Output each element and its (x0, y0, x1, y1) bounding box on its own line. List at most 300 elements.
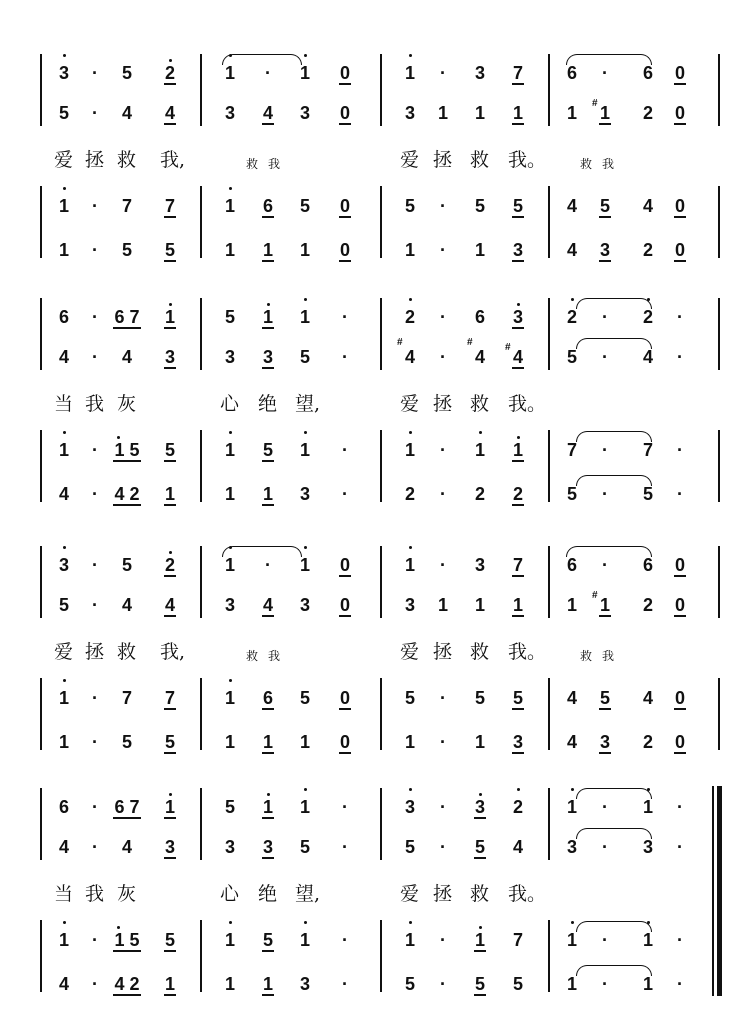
note (254, 302, 282, 332)
note-digit: 0 (674, 555, 685, 575)
note-digit: 1 (262, 797, 273, 817)
note-digit: 5 (474, 974, 485, 994)
duration-dot (429, 925, 457, 955)
note-digit: 1 (566, 595, 577, 615)
note (504, 435, 532, 465)
lyric-syllable: 爱 (54, 149, 74, 171)
duration-dot (429, 550, 457, 580)
barline (380, 546, 382, 618)
note (331, 683, 359, 713)
note-group: 1 5 (113, 930, 140, 952)
lyric-syllable: 灰 (117, 883, 137, 905)
barline (548, 678, 550, 750)
note-digit: 3 (299, 974, 310, 994)
note-digit: 3 (642, 837, 653, 857)
note-digit: 1 (474, 435, 486, 465)
note-digit: 1 (299, 792, 311, 822)
note-digit: 2 (642, 595, 653, 615)
note-digit: 1 (262, 240, 273, 260)
note-digit: 6 (58, 307, 69, 327)
sharp-sign: # (591, 98, 598, 109)
lyric-syllable: 拯 (433, 883, 453, 905)
note (396, 235, 424, 265)
dot-glyph: · (440, 930, 446, 950)
note (156, 550, 184, 580)
note-digit: 1 (299, 435, 311, 465)
note-digit: 7 (566, 440, 577, 460)
note-digit: 3 (262, 347, 273, 367)
note-digit: 5 (164, 732, 175, 752)
note (504, 969, 532, 999)
note-digit: 5 (404, 688, 415, 708)
note-digit: 3 (299, 103, 310, 123)
note (50, 302, 78, 332)
note (396, 925, 424, 955)
lyric-syllable: 我。 (508, 149, 547, 171)
dot-glyph: · (677, 974, 683, 994)
dot-glyph: · (92, 484, 98, 504)
note (216, 792, 244, 822)
note (254, 683, 282, 713)
note (216, 235, 244, 265)
note (466, 479, 494, 509)
note-digit: 2 (642, 732, 653, 752)
duration-dot (331, 925, 359, 955)
barline (200, 546, 202, 618)
note-group: 6 7 (114, 307, 140, 327)
note (113, 58, 141, 88)
dot-glyph: · (440, 837, 446, 857)
note-digit: 2 (404, 302, 416, 332)
note (50, 98, 78, 128)
note (291, 235, 319, 265)
note (107, 792, 147, 822)
note-digit: 1 (474, 103, 485, 123)
note-digit: 1 (566, 792, 578, 822)
note-group: 4 2 (114, 484, 140, 504)
barline (200, 54, 202, 126)
duration-dot (666, 925, 694, 955)
dot-glyph: · (440, 974, 446, 994)
barline (548, 546, 550, 618)
note-digit: 1 (404, 925, 416, 955)
note (291, 191, 319, 221)
note-digit: 1 (224, 732, 235, 752)
duration-dot (429, 191, 457, 221)
duration-dot (331, 832, 359, 862)
note-digit: 4 # (396, 337, 415, 367)
barline (40, 298, 42, 370)
note (504, 925, 532, 955)
note-digit: 4 (642, 347, 653, 367)
note (331, 58, 359, 88)
high-octave-dot (117, 926, 120, 929)
duration-dot (666, 792, 694, 822)
note-digit: 7 (512, 555, 523, 575)
dot-glyph: · (92, 307, 98, 327)
note (666, 727, 694, 757)
note-digit: 2 (642, 302, 654, 332)
note-digit: 3 (474, 63, 485, 83)
note-digit: 2 (164, 555, 175, 575)
note (113, 550, 141, 580)
duration-dot (81, 235, 109, 265)
note-digit: 1 (642, 974, 653, 994)
dot-glyph: · (92, 930, 98, 950)
note (331, 550, 359, 580)
dot-glyph: · (92, 688, 98, 708)
lyric-syllable: 我, (160, 149, 186, 171)
note (156, 479, 184, 509)
note-digit: 7 (164, 688, 175, 708)
note (396, 550, 424, 580)
note (50, 235, 78, 265)
dot-glyph: · (92, 837, 98, 857)
note (634, 98, 662, 128)
note (666, 58, 694, 88)
note-digit: 2 (642, 240, 653, 260)
dot-glyph: · (342, 797, 348, 817)
note-digit: 1 (299, 240, 310, 260)
duration-dot (81, 683, 109, 713)
dot-glyph: · (677, 484, 683, 504)
dot-glyph: · (92, 103, 98, 123)
note (504, 302, 532, 332)
tie-arc (576, 788, 652, 799)
note (107, 479, 147, 509)
note-digit: 5 (164, 240, 175, 260)
duration-dot (81, 590, 109, 620)
note-digit: 1 (164, 307, 175, 327)
note-digit: 5 (121, 240, 132, 260)
lyric-syllable: 救 (470, 883, 490, 905)
lyric-syllable: 爱 (400, 883, 420, 905)
note (113, 590, 141, 620)
dot-glyph: · (342, 347, 348, 367)
note (216, 98, 244, 128)
duration-dot (429, 479, 457, 509)
note-digit: 1 (437, 595, 448, 615)
note (504, 792, 532, 822)
lyric-syllable: 当 (54, 883, 74, 905)
barline (380, 54, 382, 126)
dot-glyph: · (92, 347, 98, 367)
barline (200, 430, 202, 502)
note (291, 590, 319, 620)
note (634, 235, 662, 265)
final-barline-thin (712, 786, 714, 996)
note (254, 925, 282, 955)
note (107, 435, 147, 465)
note (331, 191, 359, 221)
note (291, 342, 319, 372)
note (156, 342, 184, 372)
note-digit: 1 (512, 103, 523, 123)
note-digit: 1 (437, 103, 448, 123)
note-digit: 5 (474, 196, 485, 216)
tie-arc (576, 298, 652, 309)
note (216, 342, 244, 372)
note (254, 235, 282, 265)
note-digit: 5 (224, 797, 235, 817)
note-digit: 6 (642, 63, 653, 83)
note (396, 590, 424, 620)
note (50, 832, 78, 862)
note-digit: 1 (299, 302, 311, 332)
duration-dot (429, 342, 457, 372)
note-digit: 3 (299, 484, 310, 504)
duration-dot (429, 302, 457, 332)
note (254, 792, 282, 822)
dot-glyph: · (602, 930, 608, 950)
dot-glyph: · (92, 240, 98, 260)
note (634, 590, 662, 620)
barline (548, 298, 550, 370)
note-digit: 4 (566, 732, 577, 752)
note (634, 727, 662, 757)
note-digit: 5 (164, 440, 175, 460)
lyric-syllable: 拯 (433, 393, 453, 415)
note-digit: 5 (599, 688, 610, 708)
note-digit: 2 (566, 302, 578, 332)
note (216, 590, 244, 620)
note-digit: 3 (404, 103, 415, 123)
note (216, 479, 244, 509)
tie-arc (222, 54, 302, 65)
dot-glyph: · (92, 555, 98, 575)
dot-glyph: · (440, 555, 446, 575)
note (634, 191, 662, 221)
tie-arc (576, 475, 652, 486)
note (466, 337, 494, 372)
barline (40, 430, 42, 502)
note (254, 969, 282, 999)
note-digit: 4 (164, 103, 175, 123)
note-digit: 3 (404, 595, 415, 615)
note (254, 727, 282, 757)
note (396, 98, 424, 128)
duration-dot (81, 479, 109, 509)
note (504, 727, 532, 757)
note-digit: 5 (121, 732, 132, 752)
note-digit: 1 (58, 191, 70, 221)
note-digit: 3 (474, 555, 485, 575)
barline (718, 430, 720, 502)
note-digit: 5 (566, 484, 577, 504)
note-digit: 3 (404, 792, 416, 822)
lyric-syllable: 我。 (508, 393, 547, 415)
lyric-syllable: 爱 (400, 393, 420, 415)
note (156, 925, 184, 955)
duration-dot (81, 302, 109, 332)
note (216, 925, 244, 955)
tie-arc (576, 431, 652, 442)
dot-glyph: · (440, 63, 446, 83)
duration-dot (666, 302, 694, 332)
note (558, 590, 586, 620)
note (466, 683, 494, 713)
note (291, 302, 319, 332)
note (591, 590, 619, 620)
barline (718, 678, 720, 750)
note (396, 337, 424, 372)
note-digit: 1 (224, 240, 235, 260)
barline (380, 430, 382, 502)
note-digit: 0 (674, 595, 685, 615)
note-digit: 4 (58, 484, 69, 504)
note-digit: 0 (339, 103, 350, 123)
note-digit: 6 (474, 307, 485, 327)
note (113, 98, 141, 128)
note (396, 792, 424, 822)
note-digit: 5 (164, 930, 175, 950)
note (156, 302, 184, 332)
note-digit: 5 (299, 688, 310, 708)
dot-glyph: · (440, 196, 446, 216)
note-digit: 0 (339, 595, 350, 615)
note (50, 342, 78, 372)
note-digit: 2 (642, 103, 653, 123)
note (466, 302, 494, 332)
note (50, 550, 78, 580)
note-digit: 4 (566, 240, 577, 260)
note (396, 479, 424, 509)
dot-glyph: · (602, 555, 608, 575)
duration-dot (81, 792, 109, 822)
lyric-syllable: 救 (246, 157, 259, 171)
lyric-syllable: 救 (117, 641, 137, 663)
note-digit: 1 # (591, 98, 610, 123)
barline (40, 788, 42, 860)
dot-glyph: · (342, 307, 348, 327)
note-digit: 0 (339, 63, 350, 83)
note (331, 98, 359, 128)
barline (40, 186, 42, 258)
note (291, 925, 319, 955)
note-digit: 5 (566, 347, 577, 367)
barline (548, 430, 550, 502)
note-digit: 1 (566, 925, 578, 955)
lyric-syllable: 灰 (117, 393, 137, 415)
dot-glyph: · (602, 440, 608, 460)
lyric-syllable: 我 (602, 649, 615, 663)
duration-dot (429, 58, 457, 88)
note-digit: 2 (474, 484, 485, 504)
note (666, 98, 694, 128)
dot-glyph: · (92, 63, 98, 83)
score-system (0, 58, 750, 268)
note-digit: 5 (512, 974, 523, 994)
dot-glyph: · (677, 307, 683, 327)
barline (718, 298, 720, 370)
barline (40, 678, 42, 750)
note-digit: 0 (674, 103, 685, 123)
note-digit: 1 (224, 484, 235, 504)
duration-dot (331, 479, 359, 509)
note-group: 1 5 (113, 440, 140, 462)
note-digit: 3 (474, 797, 485, 817)
note-digit: 4 # (504, 342, 523, 367)
note-digit: 1 (404, 435, 416, 465)
note (113, 191, 141, 221)
note-digit: 1 (224, 191, 236, 221)
barline (40, 920, 42, 992)
lyric-syllable: 我 (602, 157, 615, 171)
note-digit: 0 (339, 196, 350, 216)
note-digit: 3 (58, 58, 70, 88)
note (396, 832, 424, 862)
lyric-syllable: 救 (470, 393, 490, 415)
barline (718, 186, 720, 258)
lyric-syllable: 救 (117, 149, 137, 171)
duration-dot (666, 342, 694, 372)
note-digit: 5 (224, 307, 235, 327)
duration-dot (331, 342, 359, 372)
note (254, 832, 282, 862)
note (591, 235, 619, 265)
note-digit: 1 (299, 925, 311, 955)
dot-glyph: · (602, 63, 608, 83)
tie-arc (576, 921, 652, 932)
note-digit: 5 (299, 837, 310, 857)
note (429, 590, 457, 620)
note-digit: 5 (262, 930, 273, 950)
note (504, 550, 532, 580)
note (113, 832, 141, 862)
note (113, 235, 141, 265)
note (504, 590, 532, 620)
note (591, 191, 619, 221)
note (291, 792, 319, 822)
note-digit: 1 (224, 683, 236, 713)
duration-dot (429, 683, 457, 713)
note-digit: 5 (121, 555, 132, 575)
note-digit: 1 (262, 484, 273, 504)
note-digit: 3 (299, 595, 310, 615)
duration-dot (666, 435, 694, 465)
dot-glyph: · (92, 974, 98, 994)
note (396, 58, 424, 88)
note (156, 969, 184, 999)
note (156, 435, 184, 465)
note-digit: 6 (642, 555, 653, 575)
note-digit: 1 (299, 58, 311, 88)
note-digit: 3 (58, 550, 70, 580)
note (558, 235, 586, 265)
dot-glyph: · (440, 688, 446, 708)
note (504, 58, 532, 88)
note (558, 98, 586, 128)
duration-dot (81, 342, 109, 372)
lyric-syllable: 我 (85, 883, 105, 905)
note (466, 550, 494, 580)
score-system (0, 550, 750, 760)
barline (548, 920, 550, 992)
dot-glyph: · (342, 930, 348, 950)
dot-glyph: · (602, 837, 608, 857)
note (331, 590, 359, 620)
dot-glyph: · (342, 484, 348, 504)
barline (718, 54, 720, 126)
duration-dot (81, 727, 109, 757)
barline (40, 54, 42, 126)
tie-arc (576, 338, 652, 349)
note (331, 727, 359, 757)
note-digit: 5 (121, 63, 132, 83)
note (254, 191, 282, 221)
note (50, 969, 78, 999)
note (291, 98, 319, 128)
